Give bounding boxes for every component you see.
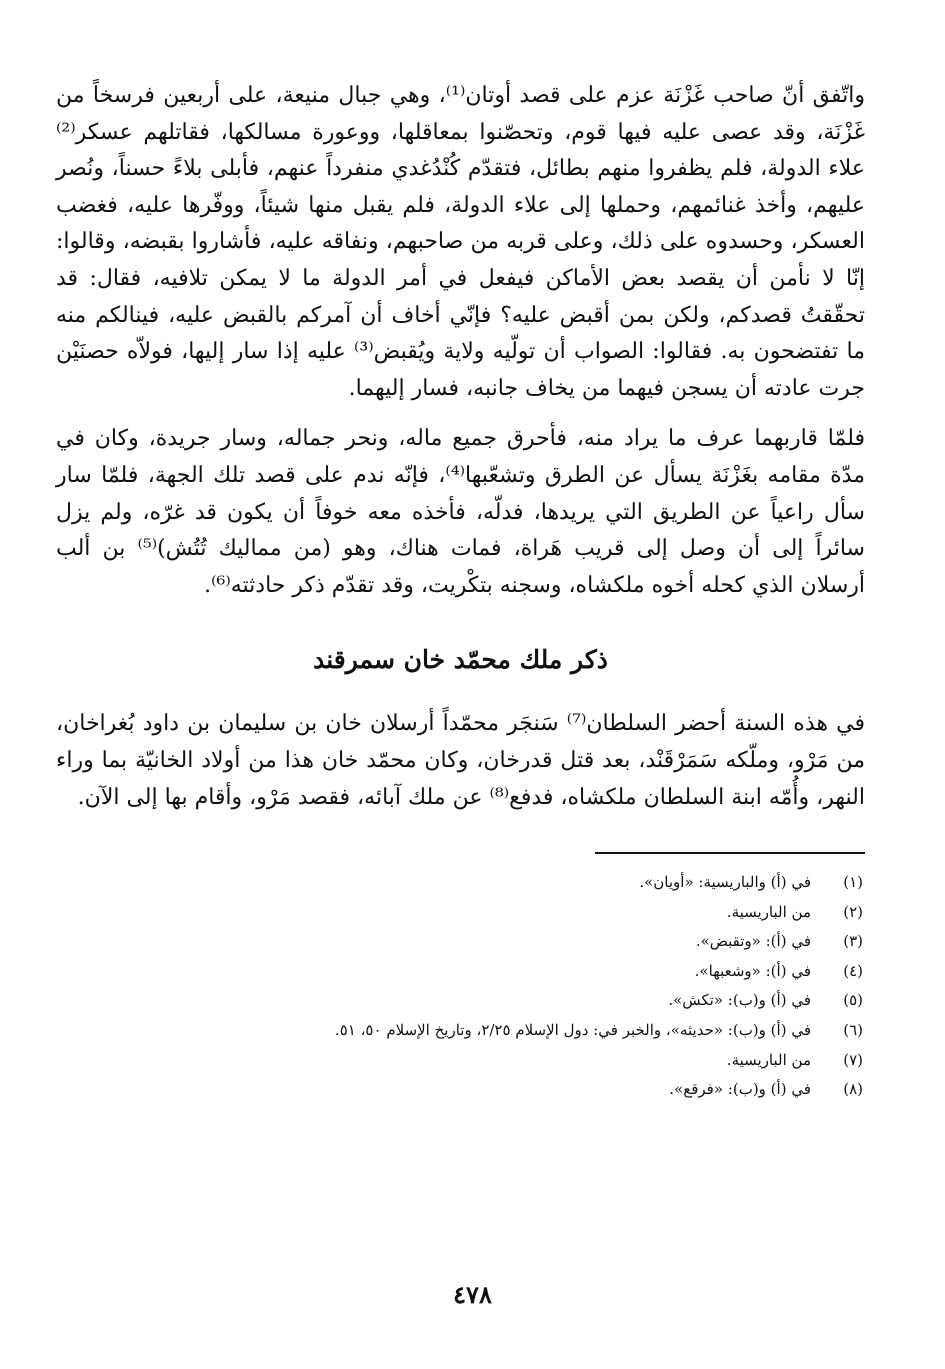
- footnote-text: في (أ): «وشعبها».: [694, 961, 811, 980]
- section-title: ذكر ملك محمّد خان سمرقند: [313, 645, 608, 675]
- footnote: [56, 986, 865, 1016]
- footnote: [56, 868, 865, 898]
- footnote-number: (١): [843, 873, 863, 892]
- footnote-text: من الباريسية.: [726, 1050, 811, 1069]
- footnote-text: في (أ) و(ب): «حديثه»، والخبر في: دول الإسلام ٢/٢٥، وتاريخ الإسلام ٥٠، ٥١.: [334, 1021, 811, 1040]
- footnote-number: (٦): [843, 1021, 863, 1040]
- footnote: [56, 957, 865, 987]
- footnote: [56, 927, 865, 957]
- body-paragraph-1: واتّفق أنّ صاحب غَزْنَة عزم على قصد أوتان⁽¹⁾، وهي جبال منيعة، على أربعين فرسخاً من غَزْنَة، وقد عصى عليه فيها قوم، وتحصّنوا بمعاقلها، ووعورة مسالكها، فقاتلهم عسكر⁽²⁾ علاء الدولة، فلم يظفروا منهم بطائل، فتقدّم كُنْدُغدي منفرداً عنهم، فأبلى بلاءً حسناً، ونُصر عليهم، وأخذ غنائمهم، وحملها إلى علاء الدولة، فلم يقبل منها شيئاً، ووفّرها عليه، فغضب العسكر، وحسدوه على ذلك، وعلى قربه من صاحبهم، ونفاقه عليه، فأشاروا بقبضه، وقالوا: إنّا لا نأمن أن يقصد بعض الأماكن فيفعل في أمر الدولة ما لا يمكن تلافيه، فقال: قد تحقّقتُ قصدكم، ولكن بمن أقبض عليه؟ فإنّي أخاف أن آمركم بالقبض عليه، فينالكم منه ما تفتضحون به. فقالوا: الصواب أن تولّيه ولاية ويُقبض⁽³⁾ عليه إذا سار إليها، فولاّه حصنَيْن جرت عادته أن يسجن فيهما من يخاف جانبه، فسار إليهما.: [56, 83, 865, 401]
- footnotes: [56, 868, 865, 1105]
- footnote-number: (٤): [843, 961, 863, 980]
- footnote: [56, 1075, 865, 1105]
- footnote-divider: [595, 852, 865, 854]
- footnote: [56, 1016, 865, 1046]
- footnote: [56, 898, 865, 928]
- footnote-text: من الباريسية.: [726, 902, 811, 921]
- footnote-text: في (أ) والباريسية: «أويان».: [639, 873, 811, 892]
- footnote-text: في (أ) و(ب): «تكش».: [668, 991, 811, 1010]
- page-number: ٤٧٨: [453, 1280, 492, 1309]
- footnote: [56, 1046, 865, 1076]
- footnote-number: (٢): [843, 902, 863, 921]
- footnote-number: (٨): [843, 1080, 863, 1099]
- footnote-number: (٧): [843, 1050, 863, 1069]
- body-paragraph-2: فلمّا قاربهما عرف ما يراد منه، فأحرق جميع ماله، ونحر جماله، وسار جريدة، وكان في مدّة مقامه بغَزْنَة يسأل عن الطرق وتشعّبها⁽⁴⁾، فإنّه ندم على قصد تلك الجهة، فلمّا سار سأل راعياً عن الطريق التي يريدها، فدلّه، فأخذه معه خوفاً أن يكون قد غرّه، ولم يزل سائراً إلى أن وصل إلى قريب هَراة، فمات هناك، وهو (من مماليك تُتُش)⁽⁵⁾ بن ألب أرسلان الذي كحله أخوه ملكشاه، وسجنه بتكْريت، وقد تقدّم ذكر حادثته⁽⁶⁾.: [56, 426, 865, 598]
- footnote-number: (٣): [843, 932, 863, 951]
- section-paragraph: في هذه السنة أحضر السلطان⁽⁷⁾ سَنجَر محمّداً أرسلان خان بن سليمان بن داود بُغراخان، من مَرْو، وملّكه سَمَرْقَنْد، بعد قتل قدرخان، وكان محمّد خان هذا من أولاد الخانيّة بما وراء النهر، وأُمّه ابنة السلطان ملكشاه، فدفع⁽⁸⁾ عن ملك آبائه، فقصد مَرْو، وأقام بها إلى الآن.: [56, 711, 865, 810]
- footnote-number: (٥): [843, 991, 863, 1010]
- footnote-text: في (أ): «وتقبض».: [695, 932, 811, 951]
- footnote-text: في (أ) و(ب): «فرقع».: [669, 1080, 811, 1099]
